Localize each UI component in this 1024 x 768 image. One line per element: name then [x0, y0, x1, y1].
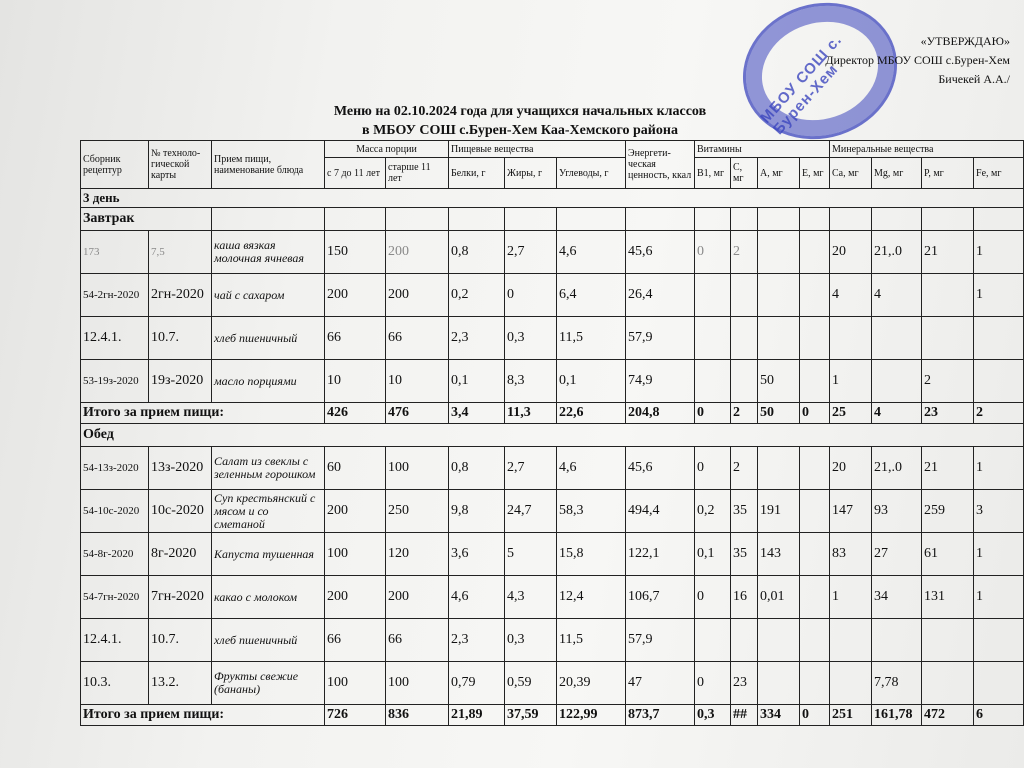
table-row: [81, 576, 1024, 619]
ca-cell: [830, 662, 872, 705]
fe-cell: [974, 619, 1024, 662]
col-vitamins: Витамины: [695, 141, 830, 158]
fe-cell: 1: [974, 576, 1024, 619]
dish-name-cell: хлеб пшеничный: [212, 317, 325, 360]
p-cell: 21: [922, 231, 974, 274]
recipe-cell: 12.4.1.: [81, 619, 149, 662]
b1-cell: 0: [695, 576, 731, 619]
recipe-cell: 54-8г-2020: [81, 533, 149, 576]
ca-cell: [830, 317, 872, 360]
table-row: [81, 447, 1024, 490]
total-fe-cell: 2: [974, 403, 1024, 424]
total-c-cell: ##: [731, 705, 758, 726]
total-e-cell: 0: [800, 403, 830, 424]
m2-cell: 200: [386, 231, 449, 274]
col-meal-name: Прием пищи, наименование блюда: [212, 141, 325, 189]
menu-table: [80, 140, 1024, 726]
e-cell: [800, 317, 830, 360]
p-cell: [922, 274, 974, 317]
mg-cell: [872, 360, 922, 403]
col-recipes: Сборник рецептур: [81, 141, 149, 189]
table-row: [81, 662, 1024, 705]
p-cell: [922, 619, 974, 662]
prot-cell: 9,8: [449, 490, 505, 533]
total-b1-cell: 0: [695, 403, 731, 424]
col-mg: Mg, мг: [872, 158, 922, 189]
fat-cell: 2,7: [505, 231, 557, 274]
total-ca-cell: 25: [830, 403, 872, 424]
m2-cell: 10: [386, 360, 449, 403]
total-carb-cell: 22,6: [557, 403, 626, 424]
dish-name-cell: чай с сахаром: [212, 274, 325, 317]
e-cell: [800, 231, 830, 274]
recipe-cell: 54-13з-2020: [81, 447, 149, 490]
day-label: 3 день: [81, 189, 1024, 208]
energy-cell: 494,4: [626, 490, 695, 533]
col-ca: Са, мг: [830, 158, 872, 189]
total-label: Итого за прием пищи:: [81, 403, 325, 424]
total-p-cell: 472: [922, 705, 974, 726]
dish-name-cell: масло порциями: [212, 360, 325, 403]
tech-card-cell: 10с-2020: [149, 490, 212, 533]
ca-cell: 147: [830, 490, 872, 533]
recipe-cell: 173: [81, 231, 149, 274]
b1-cell: 0: [695, 662, 731, 705]
m2-cell: 66: [386, 619, 449, 662]
mg-cell: [872, 619, 922, 662]
prot-cell: 2,3: [449, 317, 505, 360]
mg-cell: 34: [872, 576, 922, 619]
prot-cell: 0,8: [449, 447, 505, 490]
tech-card-cell: 7гн-2020: [149, 576, 212, 619]
tech-card-cell: 19з-2020: [149, 360, 212, 403]
b1-cell: 0,2: [695, 490, 731, 533]
col-nutrients: Пищевые вещества: [449, 141, 626, 158]
total-m1-cell: 726: [325, 705, 386, 726]
c-cell: 16: [731, 576, 758, 619]
table-header: [81, 141, 1024, 189]
b1-cell: 0: [695, 447, 731, 490]
p-cell: [922, 662, 974, 705]
total-a-cell: 334: [758, 705, 800, 726]
table-body: [81, 189, 1024, 726]
carb-cell: 58,3: [557, 490, 626, 533]
c-cell: 35: [731, 490, 758, 533]
tech-card-cell: 10.7.: [149, 619, 212, 662]
prot-cell: 0,79: [449, 662, 505, 705]
recipe-cell: 53-19з-2020: [81, 360, 149, 403]
fat-cell: 5: [505, 533, 557, 576]
carb-cell: 11,5: [557, 619, 626, 662]
prot-cell: 4,6: [449, 576, 505, 619]
m1-cell: 60: [325, 447, 386, 490]
prot-cell: 3,6: [449, 533, 505, 576]
e-cell: [800, 662, 830, 705]
prot-cell: 2,3: [449, 619, 505, 662]
m1-cell: 100: [325, 533, 386, 576]
fat-cell: 0,59: [505, 662, 557, 705]
fat-cell: 2,7: [505, 447, 557, 490]
m1-cell: 200: [325, 576, 386, 619]
mg-cell: 27: [872, 533, 922, 576]
e-cell: [800, 619, 830, 662]
fe-cell: 1: [974, 231, 1024, 274]
total-fe-cell: 6: [974, 705, 1024, 726]
b1-cell: 0,1: [695, 533, 731, 576]
c-cell: [731, 360, 758, 403]
lunch-label: Обед: [81, 424, 1024, 447]
mg-cell: [872, 317, 922, 360]
fat-cell: 0,3: [505, 317, 557, 360]
total-m2-cell: 836: [386, 705, 449, 726]
fat-cell: 0,3: [505, 619, 557, 662]
a-cell: 50: [758, 360, 800, 403]
col-fats: Жиры, г: [505, 158, 557, 189]
carb-cell: 20,39: [557, 662, 626, 705]
total-row: [81, 705, 1024, 726]
b1-cell: [695, 274, 731, 317]
recipe-cell: 10.3.: [81, 662, 149, 705]
total-fat-cell: 11,3: [505, 403, 557, 424]
p-cell: [922, 317, 974, 360]
b1-cell: [695, 360, 731, 403]
m1-cell: 150: [325, 231, 386, 274]
tech-card-cell: 13.2.: [149, 662, 212, 705]
c-cell: 23: [731, 662, 758, 705]
breakfast-label: Завтрак: [81, 208, 212, 231]
c-cell: [731, 317, 758, 360]
b1-cell: [695, 619, 731, 662]
fe-cell: 1: [974, 447, 1024, 490]
total-c-cell: 2: [731, 403, 758, 424]
meal-header-row: [81, 208, 1024, 231]
col-c: С, мг: [731, 158, 758, 189]
document-title: [250, 102, 790, 140]
recipe-cell: 54-10с-2020: [81, 490, 149, 533]
ca-cell: 20: [830, 447, 872, 490]
title-line-2: в МБОУ СОШ с.Бурен-Хем Каа-Хемского района: [362, 123, 678, 138]
total-energy-cell: 204,8: [626, 403, 695, 424]
energy-cell: 122,1: [626, 533, 695, 576]
recipe-cell: 12.4.1.: [81, 317, 149, 360]
energy-cell: 45,6: [626, 447, 695, 490]
energy-cell: 26,4: [626, 274, 695, 317]
total-e-cell: 0: [800, 705, 830, 726]
fat-cell: 0: [505, 274, 557, 317]
p-cell: 61: [922, 533, 974, 576]
dish-name-cell: Салат из свеклы с зеленным горошком: [212, 447, 325, 490]
approval-heading: «УТВЕРЖДАЮ»: [920, 34, 1010, 48]
approval-block: [760, 32, 1010, 89]
col-age-over-11: старше 11 лет: [386, 158, 449, 189]
energy-cell: 47: [626, 662, 695, 705]
energy-cell: 45,6: [626, 231, 695, 274]
e-cell: [800, 490, 830, 533]
c-cell: 2: [731, 231, 758, 274]
total-fat-cell: 37,59: [505, 705, 557, 726]
total-m1-cell: 426: [325, 403, 386, 424]
col-energy: Энергети-ческая ценность, ккал: [626, 141, 695, 189]
c-cell: 2: [731, 447, 758, 490]
e-cell: [800, 274, 830, 317]
total-mg-cell: 161,78: [872, 705, 922, 726]
dish-name-cell: Суп крестьянский с мясом и со сметаной: [212, 490, 325, 533]
mg-cell: 21,.0: [872, 447, 922, 490]
c-cell: [731, 619, 758, 662]
tech-card-cell: 10.7.: [149, 317, 212, 360]
total-row: [81, 403, 1024, 424]
col-fe: Fe, мг: [974, 158, 1024, 189]
table-row: [81, 317, 1024, 360]
ca-cell: [830, 619, 872, 662]
tech-card-cell: 8г-2020: [149, 533, 212, 576]
energy-cell: 57,9: [626, 317, 695, 360]
total-b1-cell: 0,3: [695, 705, 731, 726]
col-p: Р, мг: [922, 158, 974, 189]
table-row: [81, 490, 1024, 533]
table-row: [81, 274, 1024, 317]
col-a: А, мг: [758, 158, 800, 189]
dish-name-cell: каша вязкая молочная ячневая: [212, 231, 325, 274]
total-energy-cell: 873,7: [626, 705, 695, 726]
fe-cell: 1: [974, 274, 1024, 317]
fat-cell: 24,7: [505, 490, 557, 533]
ca-cell: 83: [830, 533, 872, 576]
fe-cell: [974, 317, 1024, 360]
ca-cell: 1: [830, 576, 872, 619]
m1-cell: 200: [325, 274, 386, 317]
m1-cell: 100: [325, 662, 386, 705]
prot-cell: 0,2: [449, 274, 505, 317]
energy-cell: 106,7: [626, 576, 695, 619]
m2-cell: 200: [386, 274, 449, 317]
fat-cell: 8,3: [505, 360, 557, 403]
col-proteins: Белки, г: [449, 158, 505, 189]
title-line-1: Меню на 02.10.2024 года для учащихся начальных классов: [333, 104, 707, 119]
m1-cell: 200: [325, 490, 386, 533]
total-prot-cell: 3,4: [449, 403, 505, 424]
fe-cell: 1: [974, 533, 1024, 576]
carb-cell: 11,5: [557, 317, 626, 360]
m2-cell: 66: [386, 317, 449, 360]
mg-cell: 21,.0: [872, 231, 922, 274]
m2-cell: 200: [386, 576, 449, 619]
ca-cell: 20: [830, 231, 872, 274]
table-row: [81, 360, 1024, 403]
col-carbs: Углеводы, г: [557, 158, 626, 189]
dish-name-cell: Капуста тушенная: [212, 533, 325, 576]
a-cell: [758, 274, 800, 317]
c-cell: [731, 274, 758, 317]
e-cell: [800, 576, 830, 619]
m1-cell: 66: [325, 619, 386, 662]
fe-cell: 3: [974, 490, 1024, 533]
day-row: [81, 189, 1024, 208]
m2-cell: 100: [386, 447, 449, 490]
c-cell: 35: [731, 533, 758, 576]
tech-card-cell: 2гн-2020: [149, 274, 212, 317]
m2-cell: 100: [386, 662, 449, 705]
p-cell: 131: [922, 576, 974, 619]
total-ca-cell: 251: [830, 705, 872, 726]
energy-cell: 57,9: [626, 619, 695, 662]
b1-cell: 0: [695, 231, 731, 274]
col-age-7-11: с 7 до 11 лет: [325, 158, 386, 189]
fat-cell: 4,3: [505, 576, 557, 619]
fe-cell: [974, 360, 1024, 403]
mg-cell: 7,78: [872, 662, 922, 705]
col-portion-mass: Масса порции: [325, 141, 449, 158]
total-p-cell: 23: [922, 403, 974, 424]
tech-card-cell: 13з-2020: [149, 447, 212, 490]
total-label: Итого за прием пищи:: [81, 705, 325, 726]
approval-signature: Бичекей А.А./: [938, 72, 1010, 86]
col-e: Е, мг: [800, 158, 830, 189]
carb-cell: 4,6: [557, 447, 626, 490]
p-cell: 2: [922, 360, 974, 403]
a-cell: [758, 317, 800, 360]
carb-cell: 4,6: [557, 231, 626, 274]
stamp-text: МБОУ СОШ с. Бурен-Хем: [757, 31, 846, 139]
recipe-cell: 54-2гн-2020: [81, 274, 149, 317]
a-cell: 0,01: [758, 576, 800, 619]
e-cell: [800, 447, 830, 490]
table-row: [81, 231, 1024, 274]
p-cell: 259: [922, 490, 974, 533]
col-tech-card: № техноло-гической карты: [149, 141, 212, 189]
a-cell: 143: [758, 533, 800, 576]
col-minerals: Минеральные вещества: [830, 141, 1024, 158]
m1-cell: 66: [325, 317, 386, 360]
a-cell: [758, 662, 800, 705]
prot-cell: 0,1: [449, 360, 505, 403]
carb-cell: 0,1: [557, 360, 626, 403]
carb-cell: 6,4: [557, 274, 626, 317]
carb-cell: 15,8: [557, 533, 626, 576]
total-mg-cell: 4: [872, 403, 922, 424]
energy-cell: 74,9: [626, 360, 695, 403]
a-cell: 191: [758, 490, 800, 533]
mg-cell: 93: [872, 490, 922, 533]
ca-cell: 1: [830, 360, 872, 403]
b1-cell: [695, 317, 731, 360]
total-carb-cell: 122,99: [557, 705, 626, 726]
total-prot-cell: 21,89: [449, 705, 505, 726]
col-b1: В1, мг: [695, 158, 731, 189]
a-cell: [758, 619, 800, 662]
table-row: [81, 533, 1024, 576]
mg-cell: 4: [872, 274, 922, 317]
e-cell: [800, 360, 830, 403]
m1-cell: 10: [325, 360, 386, 403]
approval-director: Директор МБОУ СОШ с.Бурен-Хем: [825, 53, 1010, 67]
carb-cell: 12,4: [557, 576, 626, 619]
table-row: [81, 619, 1024, 662]
meal-header-row: [81, 424, 1024, 447]
m2-cell: 250: [386, 490, 449, 533]
fe-cell: [974, 662, 1024, 705]
p-cell: 21: [922, 447, 974, 490]
ca-cell: 4: [830, 274, 872, 317]
e-cell: [800, 533, 830, 576]
total-a-cell: 50: [758, 403, 800, 424]
a-cell: [758, 447, 800, 490]
dish-name-cell: какао с молоком: [212, 576, 325, 619]
m2-cell: 120: [386, 533, 449, 576]
prot-cell: 0,8: [449, 231, 505, 274]
total-m2-cell: 476: [386, 403, 449, 424]
recipe-cell: 54-7гн-2020: [81, 576, 149, 619]
dish-name-cell: хлеб пшеничный: [212, 619, 325, 662]
tech-card-cell: 7,5: [149, 231, 212, 274]
a-cell: [758, 231, 800, 274]
dish-name-cell: Фрукты свежие (бананы): [212, 662, 325, 705]
